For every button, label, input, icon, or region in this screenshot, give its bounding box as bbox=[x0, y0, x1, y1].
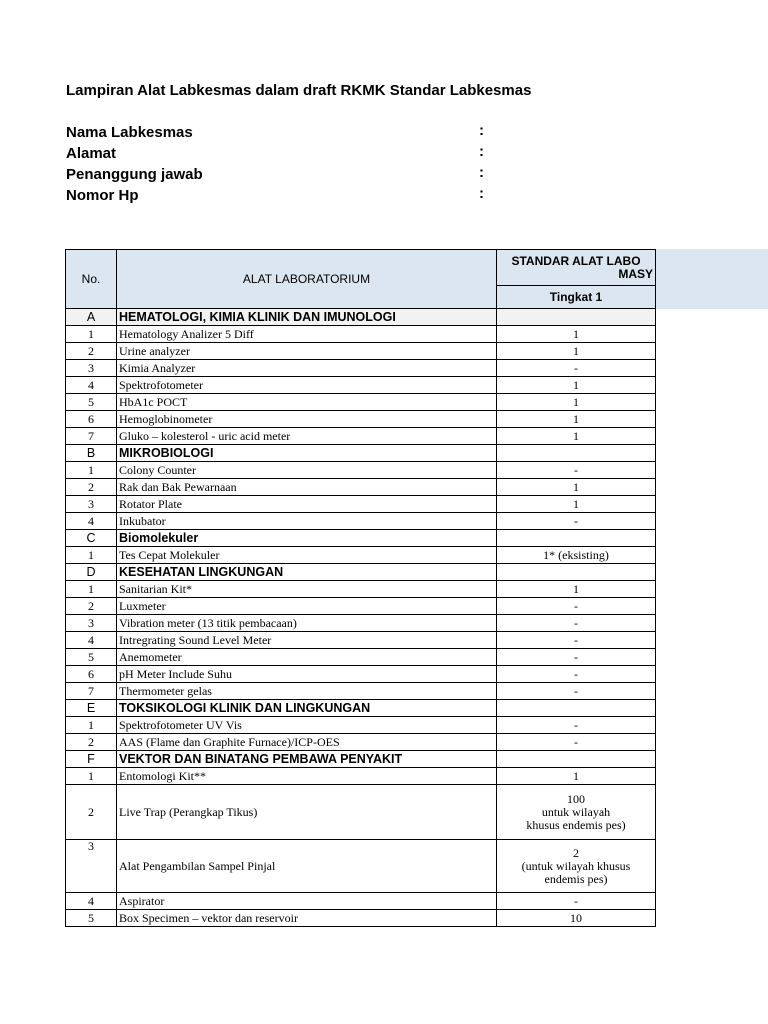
row-number: 4 bbox=[66, 893, 117, 910]
standard-value: 100 untuk wilayah khusus endemis pes) bbox=[497, 785, 656, 840]
section-letter: C bbox=[66, 530, 117, 547]
standard-value: 1 bbox=[497, 377, 656, 394]
section-title: TOKSIKOLOGI KLINIK DAN LINGKUNGAN bbox=[117, 700, 497, 717]
equipment-name: Anemometer bbox=[117, 649, 497, 666]
section-empty-cell bbox=[497, 751, 656, 768]
document-title: Lampiran Alat Labkesmas dalam draft RKMK Standar Labkesmas bbox=[66, 82, 532, 99]
table-row bbox=[66, 615, 656, 632]
info-label: Nama Labkesmas bbox=[66, 124, 193, 141]
equipment-name: Entomologi Kit** bbox=[117, 768, 497, 785]
header-tingkat: Tingkat 1 bbox=[497, 286, 656, 309]
standard-value: 1 bbox=[497, 479, 656, 496]
row-number: 1 bbox=[66, 462, 117, 479]
table-row bbox=[66, 513, 656, 530]
section-empty-cell bbox=[497, 309, 656, 326]
standard-value: 1 bbox=[497, 343, 656, 360]
equipment-name: HbA1c POCT bbox=[117, 394, 497, 411]
header-no: No. bbox=[66, 250, 117, 309]
section-letter: B bbox=[66, 445, 117, 462]
section-title: MIKROBIOLOGI bbox=[117, 445, 497, 462]
info-label: Penanggung jawab bbox=[66, 166, 203, 183]
row-number: 5 bbox=[66, 649, 117, 666]
equipment-name: Rotator Plate bbox=[117, 496, 497, 513]
section-row bbox=[66, 751, 656, 768]
section-letter: D bbox=[66, 564, 117, 581]
table-row bbox=[66, 343, 656, 360]
standard-value: 1 bbox=[497, 496, 656, 513]
row-number: 2 bbox=[66, 734, 117, 751]
table-row bbox=[66, 394, 656, 411]
section-empty-cell bbox=[497, 445, 656, 462]
standard-value: - bbox=[497, 717, 656, 734]
row-number: 4 bbox=[66, 377, 117, 394]
info-colon: : bbox=[479, 185, 484, 202]
standard-value: 1 bbox=[497, 326, 656, 343]
standard-value: - bbox=[497, 360, 656, 377]
table-header-row bbox=[66, 250, 656, 286]
standard-value: 1 bbox=[497, 394, 656, 411]
standard-value: - bbox=[497, 513, 656, 530]
equipment-name: Gluko – kolesterol - uric acid meter bbox=[117, 428, 497, 445]
table-row bbox=[66, 428, 656, 445]
equipment-name: Inkubator bbox=[117, 513, 497, 530]
table-row bbox=[66, 479, 656, 496]
header-standar-line2: MASY bbox=[618, 266, 653, 281]
section-row bbox=[66, 530, 656, 547]
standard-value: - bbox=[497, 649, 656, 666]
equipment-name: Spektrofotometer UV Vis bbox=[117, 717, 497, 734]
standard-value: 2 (untuk wilayah khusus endemis pes) bbox=[497, 840, 656, 893]
header-strip bbox=[655, 249, 768, 309]
section-title: KESEHATAN LINGKUNGAN bbox=[117, 564, 497, 581]
table-row bbox=[66, 683, 656, 700]
equipment-name: Alat Pengambilan Sampel Pinjal bbox=[117, 840, 497, 893]
standard-value: - bbox=[497, 598, 656, 615]
table-row bbox=[66, 840, 656, 893]
header-alat: ALAT LABORATORIUM bbox=[117, 250, 497, 309]
row-number: 1 bbox=[66, 547, 117, 564]
row-number: 4 bbox=[66, 632, 117, 649]
equipment-name: Urine analyzer bbox=[117, 343, 497, 360]
row-number: 2 bbox=[66, 343, 117, 360]
row-number: 4 bbox=[66, 513, 117, 530]
row-number: 2 bbox=[66, 598, 117, 615]
table-row bbox=[66, 666, 656, 683]
info-colon: : bbox=[479, 164, 484, 181]
row-number: 5 bbox=[66, 394, 117, 411]
table-row bbox=[66, 360, 656, 377]
standard-value: - bbox=[497, 462, 656, 479]
standard-value: 1 bbox=[497, 411, 656, 428]
table-row bbox=[66, 893, 656, 910]
equipment-name: pH Meter Include Suhu bbox=[117, 666, 497, 683]
info-colon: : bbox=[479, 143, 484, 160]
section-row bbox=[66, 309, 656, 326]
row-number: 7 bbox=[66, 683, 117, 700]
section-letter: A bbox=[66, 309, 117, 326]
section-title: VEKTOR DAN BINATANG PEMBAWA PENYAKIT bbox=[117, 751, 497, 768]
equipment-name: Kimia Analyzer bbox=[117, 360, 497, 377]
equipment-name: Thermometer gelas bbox=[117, 683, 497, 700]
equipment-name: Spektrofotometer bbox=[117, 377, 497, 394]
info-label: Nomor Hp bbox=[66, 187, 139, 204]
row-number: 6 bbox=[66, 666, 117, 683]
table-row bbox=[66, 632, 656, 649]
row-number: 3 bbox=[66, 360, 117, 377]
row-number: 5 bbox=[66, 910, 117, 927]
table-row bbox=[66, 581, 656, 598]
row-number: 1 bbox=[66, 581, 117, 598]
table-row bbox=[66, 785, 656, 840]
standard-value: 1 bbox=[497, 428, 656, 445]
section-title: HEMATOLOGI, KIMIA KLINIK DAN IMUNOLOGI bbox=[117, 309, 497, 326]
row-number: 2 bbox=[66, 479, 117, 496]
table-row bbox=[66, 734, 656, 751]
standard-value: 10 bbox=[497, 910, 656, 927]
standard-value: - bbox=[497, 615, 656, 632]
equipment-name: Hemoglobinometer bbox=[117, 411, 497, 428]
standard-value: - bbox=[497, 893, 656, 910]
equipment-name: Colony Counter bbox=[117, 462, 497, 479]
equipment-name: Vibration meter (13 titik pembacaan) bbox=[117, 615, 497, 632]
section-letter: F bbox=[66, 751, 117, 768]
table-row bbox=[66, 649, 656, 666]
row-number: 1 bbox=[66, 326, 117, 343]
section-empty-cell bbox=[497, 530, 656, 547]
equipment-table bbox=[65, 249, 656, 927]
section-title: Biomolekuler bbox=[117, 530, 497, 547]
standard-value: - bbox=[497, 666, 656, 683]
standard-value: 1 bbox=[497, 581, 656, 598]
table-row bbox=[66, 768, 656, 785]
table-row bbox=[66, 910, 656, 927]
row-number: 1 bbox=[66, 768, 117, 785]
equipment-name: Aspirator bbox=[117, 893, 497, 910]
table-row bbox=[66, 462, 656, 479]
header-standar-line1: STANDAR ALAT LABO bbox=[511, 253, 641, 268]
table-row bbox=[66, 717, 656, 734]
equipment-name: Luxmeter bbox=[117, 598, 497, 615]
table-row bbox=[66, 411, 656, 428]
row-number: 3 bbox=[66, 496, 117, 513]
standard-value: 1* (eksisting) bbox=[497, 547, 656, 564]
section-row bbox=[66, 700, 656, 717]
equipment-name: Sanitarian Kit* bbox=[117, 581, 497, 598]
row-number: 1 bbox=[66, 717, 117, 734]
standard-value: - bbox=[497, 683, 656, 700]
equipment-name: Tes Cepat Molekuler bbox=[117, 547, 497, 564]
table-row bbox=[66, 547, 656, 564]
equipment-name: AAS (Flame dan Graphite Furnace)/ICP-OES bbox=[117, 734, 497, 751]
table-row bbox=[66, 496, 656, 513]
info-label: Alamat bbox=[66, 145, 117, 162]
row-number: 7 bbox=[66, 428, 117, 445]
info-colon: : bbox=[479, 122, 484, 139]
row-number: 2 bbox=[66, 785, 117, 840]
standard-value: - bbox=[497, 632, 656, 649]
section-empty-cell bbox=[497, 564, 656, 581]
header-standar bbox=[497, 250, 656, 286]
table-row bbox=[66, 326, 656, 343]
section-row bbox=[66, 445, 656, 462]
row-number: 3 bbox=[66, 615, 117, 632]
equipment-name: Intregrating Sound Level Meter bbox=[117, 632, 497, 649]
section-row bbox=[66, 564, 656, 581]
row-number: 6 bbox=[66, 411, 117, 428]
section-empty-cell bbox=[497, 700, 656, 717]
standard-value: 1 bbox=[497, 768, 656, 785]
equipment-name: Live Trap (Perangkap Tikus) bbox=[117, 785, 497, 840]
equipment-name: Box Specimen – vektor dan reservoir bbox=[117, 910, 497, 927]
table-row bbox=[66, 377, 656, 394]
equipment-name: Rak dan Bak Pewarnaan bbox=[117, 479, 497, 496]
equipment-name: Hematology Analizer 5 Diff bbox=[117, 326, 497, 343]
table-row bbox=[66, 598, 656, 615]
row-number: 3 bbox=[66, 840, 117, 893]
standard-value: - bbox=[497, 734, 656, 751]
section-letter: E bbox=[66, 700, 117, 717]
